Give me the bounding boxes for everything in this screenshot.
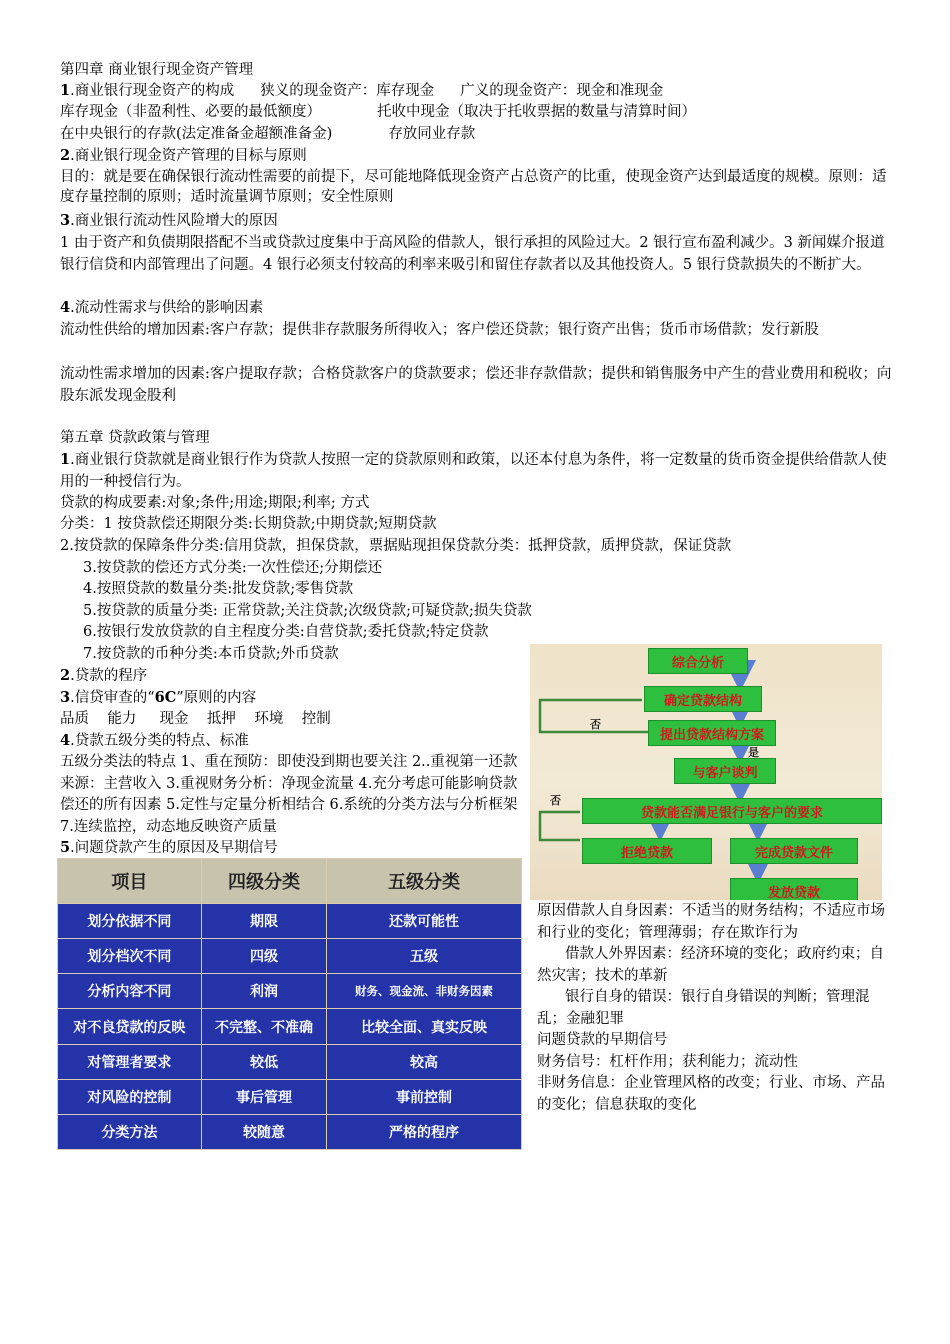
loan-class-6: 6.按银行发放贷款的自主程度分类:自营贷款;委托贷款;特定贷款 bbox=[83, 624, 489, 640]
cash-in-collection: 托收中现金（取决于托收票据的数量与清算时间） bbox=[377, 104, 696, 120]
loan-elements: 贷款的构成要素:对象;条件;用途;期限;利率; 方式 bbox=[60, 495, 370, 511]
table-cell: 对不良贷款的反映 bbox=[58, 1009, 202, 1044]
table-cell: 利润 bbox=[201, 974, 326, 1009]
table-cell: 分类方法 bbox=[58, 1114, 202, 1149]
problem-loan-causes bbox=[537, 901, 895, 1116]
table-row bbox=[58, 939, 522, 974]
borrower-internal-factors: 原因借款人自身因素：不适当的财务结构；不适应市场和行业的变化；管理薄弱；存在欺诈行为 bbox=[537, 903, 885, 941]
ch5-section2-heading bbox=[60, 666, 147, 686]
loan-process-flowchart bbox=[530, 644, 882, 900]
step-reject-loan: 拒绝贷款 bbox=[582, 838, 712, 864]
ch4-section1-line bbox=[60, 81, 663, 101]
table-cell: 期限 bbox=[201, 904, 326, 939]
table-row bbox=[58, 974, 522, 1009]
section-heading: .贷款的程序 bbox=[70, 668, 148, 684]
table-cell: 财务、现金流、非财务因素 bbox=[327, 974, 522, 1009]
step-disburse-loan: 发放贷款 bbox=[730, 878, 858, 900]
ch5-section4-heading bbox=[60, 731, 249, 751]
step-decision: 贷款能否满足银行与客户的要求 bbox=[582, 798, 882, 824]
table-cell: 较高 bbox=[327, 1044, 522, 1079]
five-level-features: 五级分类法的特点 1、重在预防：即使没到期也要关注 2..重视第一还款来源：主营收入 3.重视财务分析：净现金流量 4.充分考虑可能影响贷款偿还的所有因素 5.定性与定量分析相结合 6.系统的分类方法与分析框架 7.连续监控，动态地反映资产质量 bbox=[60, 754, 518, 835]
loan-class-7: 7.按贷款的币种分类:本币贷款;外币贷款 bbox=[83, 646, 339, 662]
section-heading: .商业银行现金资产管理的目标与原则 bbox=[70, 148, 307, 164]
section-heading: .流动性需求与供给的影响因素 bbox=[70, 300, 264, 316]
section-number: 5 bbox=[60, 839, 71, 856]
six-c-label: 6C bbox=[154, 689, 177, 706]
loan-definition: .商业银行贷款就是商业银行作为贷款人按照一定的贷款原则和政策，以还本付息为条件，将一定数量的货币资金提供给借款人使用的一种授信行为。 bbox=[60, 452, 887, 490]
table-row bbox=[58, 904, 522, 939]
section-number: 2 bbox=[60, 667, 71, 684]
section-heading: .贷款五级分类的特点、标准 bbox=[70, 733, 249, 749]
table-cell: 划分档次不同 bbox=[58, 939, 202, 974]
table-cell: 较低 bbox=[201, 1044, 326, 1079]
ch4-cash-line2 bbox=[60, 102, 696, 122]
non-financial-signals: 非财务信息：企业管理风格的改变；行业、市场、产品的变化；信息获取的变化 bbox=[537, 1075, 885, 1113]
section-heading-part: .信贷审查的“ bbox=[70, 690, 155, 706]
table-row bbox=[58, 1044, 522, 1079]
step-comprehensive-analysis: 综合分析 bbox=[648, 648, 748, 674]
label-no-2: 否 bbox=[550, 794, 561, 807]
section-number: 2 bbox=[60, 147, 71, 164]
table-cell: 划分依据不同 bbox=[58, 904, 202, 939]
borrower-external-factors: 借款人外界因素：经济环境的变化；政府约束；自然灾害；技术的革新 bbox=[537, 946, 884, 984]
step-complete-documents: 完成贷款文件 bbox=[730, 838, 858, 864]
bank-own-errors: 银行自身的错误：银行自身错误的判断；管理混乱；金融犯罪 bbox=[537, 989, 870, 1027]
label-yes: 是 bbox=[748, 746, 759, 759]
header-cell: 项目 bbox=[58, 859, 202, 904]
section-number: 1 bbox=[60, 82, 71, 99]
table-cell: 事前控制 bbox=[327, 1079, 522, 1114]
classification-comparison-table bbox=[57, 858, 522, 1150]
vault-cash: 库存现金（非盈利性、必要的最低额度） bbox=[60, 104, 321, 120]
loan-class-5: 5.按贷款的质量分类: 正常贷款;关注贷款;次级贷款;可疑贷款;损失贷款 bbox=[83, 603, 532, 619]
table-row bbox=[58, 1114, 522, 1149]
narrow-cash-assets: 狭义的现金资产：库存现金 bbox=[260, 83, 435, 99]
table-cell: 对风险的控制 bbox=[58, 1079, 202, 1114]
section-number: 4 bbox=[60, 732, 71, 749]
section-heading: .商业银行流动性风险增大的原因 bbox=[70, 213, 278, 229]
table-row bbox=[58, 1079, 522, 1114]
loan-class-4: 4.按照贷款的数量分类:批发贷款;零售贷款 bbox=[83, 581, 354, 597]
step-determine-structure: 确定贷款结构 bbox=[644, 686, 762, 712]
loan-class-2: 2.按贷款的保障条件分类:信用贷款，担保贷款，票据贴现担保贷款分类：抵押贷款，质押贷款，保证贷款 bbox=[60, 538, 732, 554]
ch4-cash-line3 bbox=[60, 124, 475, 144]
table-cell: 分析内容不同 bbox=[58, 974, 202, 1009]
table-cell: 四级 bbox=[201, 939, 326, 974]
table-cell: 不完整、不准确 bbox=[201, 1009, 326, 1044]
ch4-section3-body: 1 由于资产和负债期限搭配不当或贷款过度集中于高风险的借款人，银行承担的风险过大。2 银行宣布盈利减少。3 新闻媒介报道银行信贷和内部管理出了问题。4 银行必须支付较高的利率来吸引和留住存款者以及其他投资人。5 银行贷款损失的不断扩大。 bbox=[60, 235, 885, 273]
ch4-section4-heading bbox=[60, 298, 263, 318]
ch5-section5-heading bbox=[60, 838, 278, 858]
table-cell: 较随意 bbox=[201, 1114, 326, 1149]
table-row bbox=[58, 1009, 522, 1044]
chapter4-title: 第四章 商业银行现金资产管理 bbox=[60, 62, 254, 78]
section-number: 3 bbox=[60, 212, 71, 229]
financial-signals: 财务信号：杠杆作用；获利能力；流动性 bbox=[537, 1053, 798, 1070]
section-number: 1 bbox=[60, 451, 71, 468]
broad-cash-assets: 广义的现金资产：现金和准现金 bbox=[460, 83, 664, 99]
table-cell: 五级 bbox=[327, 939, 522, 974]
section-number: 4 bbox=[60, 299, 71, 316]
section-heading-part: ”原则的内容 bbox=[176, 690, 257, 706]
table-cell: 严格的程序 bbox=[327, 1114, 522, 1149]
table-cell: 比较全面、真实反映 bbox=[327, 1009, 522, 1044]
step-propose-structure: 提出贷款结构方案 bbox=[648, 720, 776, 746]
ch5-section1 bbox=[60, 449, 895, 493]
six-c-items: 品质 能力 现金 抵押 环境 控制 bbox=[60, 711, 331, 727]
ch4-section2-body: 目的：就是要在确保银行流动性需要的前提下，尽可能地降低现金资产占总资产的比重，使现金资产达到最适度的规模。原则：适度存量控制的原则；适时流量调节原则；安全性原则 bbox=[60, 169, 887, 205]
ch5-section3-heading bbox=[60, 688, 256, 708]
central-bank-deposits: 在中央银行的存款(法定准备金超额准备金) bbox=[60, 126, 333, 142]
loan-class-3: 3.按贷款的偿还方式分类:一次性偿还;分期偿还 bbox=[83, 560, 383, 576]
loan-class-1: 分类：1 按贷款偿还期限分类:长期贷款;中期贷款;短期贷款 bbox=[60, 516, 437, 532]
table-cell: 事后管理 bbox=[201, 1079, 326, 1114]
ch4-liquidity-demand: 流动性需求增加的因素:客户提取存款；合格贷款客户的贷款要求；偿还非存款借款；提供和销售服务中产生的营业费用和税收；向股东派发现金股利 bbox=[60, 366, 892, 404]
ch4-section2-heading bbox=[60, 146, 307, 166]
ch4-liquidity-supply: 流动性供给的增加因素:客户存款；提供非存款服务所得收入；客户偿还贷款；银行资产出售；货币市场借款；发行新股 bbox=[60, 322, 819, 338]
header-cell: 五级分类 bbox=[327, 859, 522, 904]
chapter5-title: 第五章 贷款政策与管理 bbox=[60, 430, 210, 446]
ch4-section3-heading bbox=[60, 211, 278, 231]
early-signals-heading: 问题贷款的早期信号 bbox=[537, 1032, 668, 1048]
section-heading: .问题贷款产生的原因及早期信号 bbox=[70, 840, 278, 856]
interbank-deposits: 存放同业存款 bbox=[388, 126, 476, 142]
section-heading: .商业银行现金资产的构成 bbox=[70, 83, 235, 99]
label-no-1: 否 bbox=[590, 718, 601, 731]
table-header bbox=[58, 859, 522, 904]
header-cell: 四级分类 bbox=[201, 859, 326, 904]
step-negotiate: 与客户谈判 bbox=[674, 758, 776, 784]
table-cell: 对管理者要求 bbox=[58, 1044, 202, 1079]
section-number: 3 bbox=[60, 689, 71, 706]
table-cell: 还款可能性 bbox=[327, 904, 522, 939]
